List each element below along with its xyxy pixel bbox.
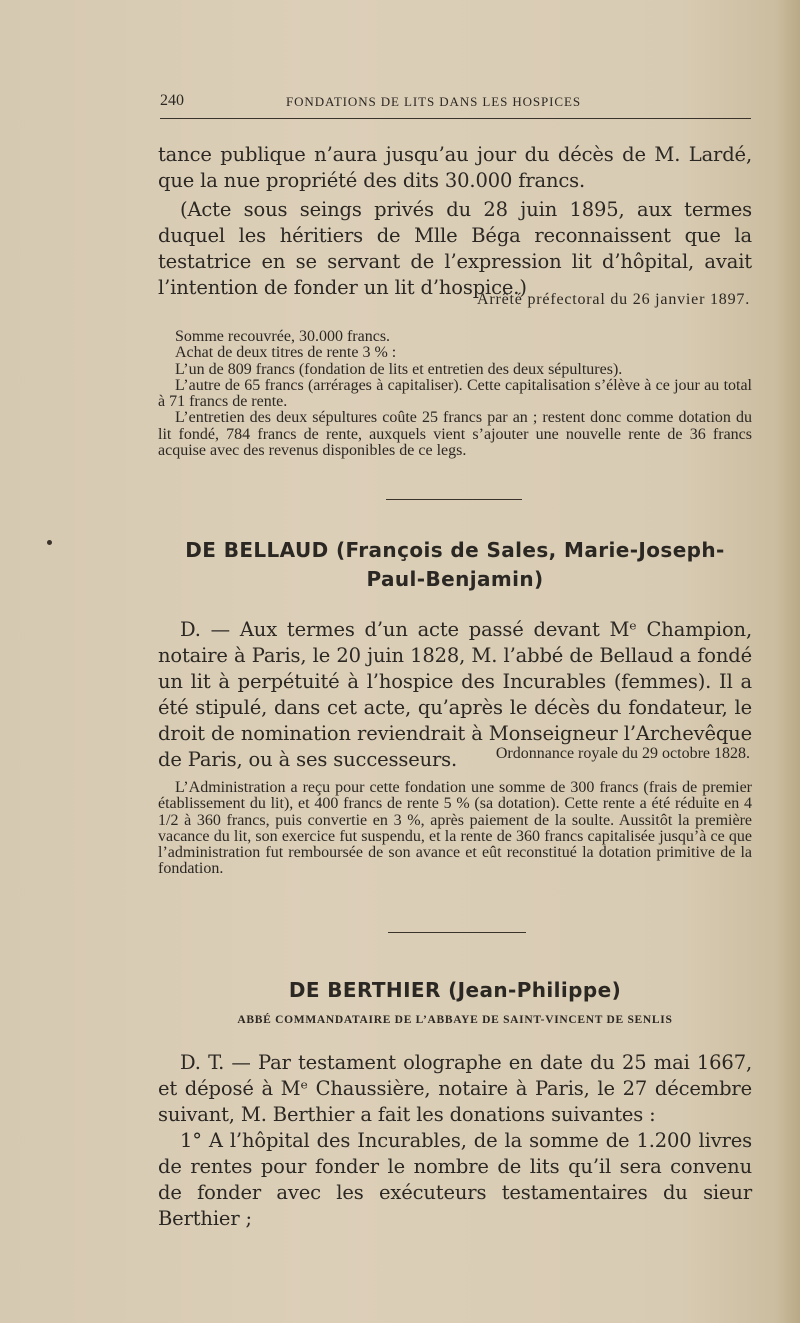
margin-mark xyxy=(47,540,52,545)
paragraph: D. T. — Par testament olographe en date du 25 mai 1667, et déposé à Mᵉ Chaussière, notaire à Paris, le 27 décembre suivant, M. Berthier a fait les donations suivantes : xyxy=(158,1051,752,1126)
entry-subtitle: ABBÉ COMMANDATAIRE DE L’ABBAYE DE SAINT-VINCENT DE SENLIS xyxy=(237,1014,673,1026)
running-title: FONDATIONS DE LITS DANS LES HOSPICES xyxy=(286,94,581,109)
paragraph: 1° A l’hôpital des Incurables, de la somme de 1.200 livres de rentes pour fonder le nombre de lits qu’il sera convenu de fonder avec les exécuteurs testamentaires du sieur Berthier ; xyxy=(158,1129,752,1230)
header-rule xyxy=(160,118,751,119)
note-line: L’autre de 65 francs (arrérages à capitaliser). Cette capitalisation s’élève à ce jour au total à 71 francs de rente. xyxy=(158,376,752,411)
note-paragraph: L’Administration a reçu pour cette fondation une somme de 300 francs (frais de premier établissement du lit), et 400 francs de rente 5 % (sa dotation). Cette rente a été réduite en 4 1/2 à 360 francs, puis convertie en 3 %, après paiement de la soulte. Aussitôt la première vacance du lit, son exercice fut suspendu, et la rente de 360 francs capitalisée jusqu’à ce que l’administration fut remboursée de son avance et eût reconstitué la dotation primitive de la fondation. xyxy=(158,779,752,878)
paragraph: tance publique n’aura jusqu’au jour du décès de M. Lardé, que la nue propriété des dits 30.000 francs. xyxy=(158,143,752,192)
paragraph: D. — Aux termes d’un acte passé devant Mᵉ Champion, notaire à Paris, le 20 juin 1828, M. l’abbé de Bellaud a fondé un lit à perpétuité à l’hospice des Incurables (femmes). Il a été stipulé, dans cet acte, qu’après le décès du fondateur, le droit de nomination reviendrait à Monseigneur l’Archevêque de Paris, ou à ses successeurs. xyxy=(158,618,752,771)
ordonnance-citation: Ordonnance royale du 29 octobre 1828. xyxy=(495,745,750,762)
entry-heading xyxy=(150,536,760,594)
page-number: 240 xyxy=(160,92,184,109)
note-line: L’entretien des deux sépultures coûte 25 francs par an ; restent donc comme dotation du lit fondé, 784 francs de rente, auxquels vient s’ajouter une nouvelle rente de 36 francs acquise avec des revenus disponibles de ce legs. xyxy=(158,409,752,460)
arrete-citation: Arrêté préfectoral du 26 janvier 1897. xyxy=(477,291,750,308)
page-header xyxy=(160,92,750,112)
note-line: Somme recouvrée, 30.000 francs. xyxy=(175,328,391,345)
notes-block xyxy=(158,329,752,459)
section-separator xyxy=(388,932,526,933)
entry-body xyxy=(158,1050,752,1232)
entry-heading-line: Paul-Benjamin) xyxy=(366,567,544,591)
entry-heading-line: DE BELLAUD (François de Sales, Marie-Joseph- xyxy=(185,538,725,562)
entry-heading: DE BERTHIER (Jean-Philippe) xyxy=(288,978,622,1002)
paragraph: (Acte sous seings privés du 28 juin 1895, aux termes duquel les héritiers de Mlle Béga reconnaissent que la testatrice en se servant de l’expression lit d’hôpital, avait l’intention de fonder un lit d’hospice.) xyxy=(158,198,752,299)
continuation-text xyxy=(158,142,752,301)
section-separator xyxy=(386,499,522,500)
note-line: Achat de deux titres de rente 3 % : xyxy=(175,344,397,362)
note-line: L’un de 809 francs (fondation de lits et entretien des deux sépultures). xyxy=(175,360,623,378)
notes-block xyxy=(158,780,752,878)
